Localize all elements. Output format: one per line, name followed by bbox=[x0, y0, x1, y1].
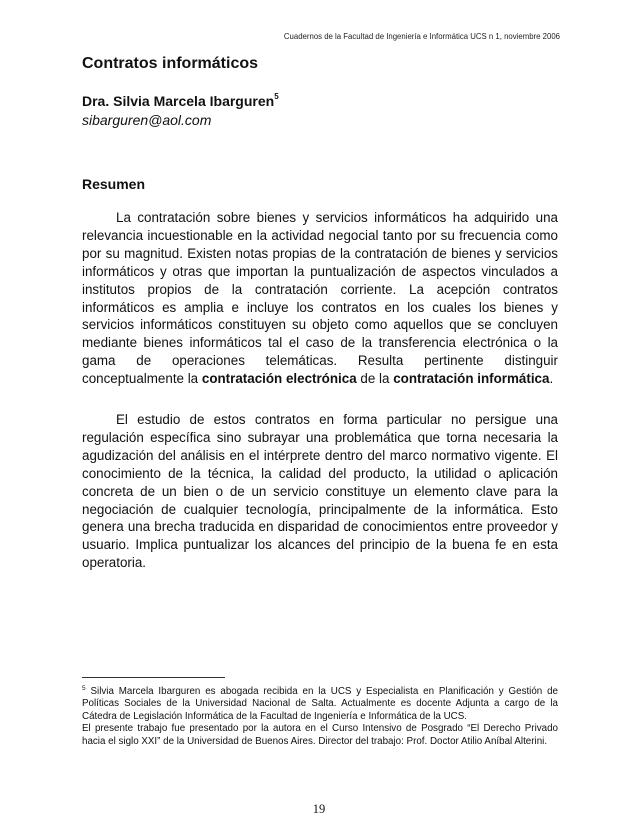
paragraph-1-end: . bbox=[549, 371, 554, 387]
document-title: Contratos informáticos bbox=[82, 55, 259, 72]
author-line bbox=[82, 92, 279, 109]
running-header: Cuadernos de la Facultad de Ingeniería e Informática UCS n 1, noviembre 2006 bbox=[283, 32, 560, 41]
paragraph-1-bold-term-1: contratación electrónica bbox=[201, 371, 357, 387]
paragraph-1-connector: de la bbox=[360, 371, 390, 387]
page-number: 19 bbox=[312, 802, 326, 816]
footnote bbox=[82, 683, 558, 748]
author-email: sibarguren@aol.com bbox=[82, 112, 212, 128]
section-title: Resumen bbox=[82, 176, 146, 192]
paragraph-2-text: El estudio de estos contratos en forma particular no persigue una regulación específica sino subrayar una problemática que torna necesaria la agudización del análisis en el intérprete dentro del marco normativo vigente. El conocimiento de la técnica, la calidad del producto, la utilidad o aplicación concreta de un bien o de un servicio constituye un elemento clave para la negociación de cualquier tecnología, principalmente de la informática. Esto genera una brecha traducida en disparidad de conocimientos entre proveedor y usuario. Implica puntualizar los alcances del principio de la buena fe en esta operatoria. bbox=[82, 412, 558, 571]
abstract-paragraph-2 bbox=[82, 411, 558, 572]
footnote-text-2: El presente trabajo fue presentado por la autora en el Curso Intensivo de Posgrado “El Derecho Privado hacia el siglo XXI” de la Universidad de Buenos Aires. Director del trabajo: Prof. Doctor Atilio Aníbal Alterini. bbox=[82, 723, 558, 747]
abstract-paragraph-1 bbox=[82, 209, 558, 388]
footnote-marker: 5 bbox=[82, 685, 86, 692]
footnote-text-1: Silvia Marcela Ibarguren es abogada recibida en la UCS y Especialista en Planificación y Gestión de Políticas Sociales de la Universidad Nacional de Salta. Actualmente es docente Adjunta a cargo de la Cátedra de Legislación Informática de la Facultad de Ingeniería e Informática de la UCS. bbox=[82, 686, 559, 722]
footnote-separator bbox=[82, 677, 225, 678]
paragraph-1-bold-term-2: contratación informática bbox=[393, 371, 550, 387]
author-footnote-ref: 5 bbox=[274, 92, 279, 101]
author-name: Dra. Silvia Marcela Ibarguren bbox=[82, 93, 275, 109]
paragraph-1-text: La contratación sobre bienes y servicios informáticos ha adquirido una relevancia incuestionable en la actividad negocial tanto por su frecuencia como por su magnitud. Existen notas propias de la contratación de bienes y servicios informáticos y otras que importan la puntualización de aspectos vinculados a institutos propios de la contratación corriente. La acepción contratos informáticos es amplia e incluye los contratos en los cuales los bienes y servicios informáticos constituyen su objeto como aquellos que se concluyen mediante bienes informáticos tal el caso de la transferencia electrónica o la gama de operaciones telemáticas. Resulta pertinente distinguir conceptualmente la bbox=[82, 210, 558, 387]
